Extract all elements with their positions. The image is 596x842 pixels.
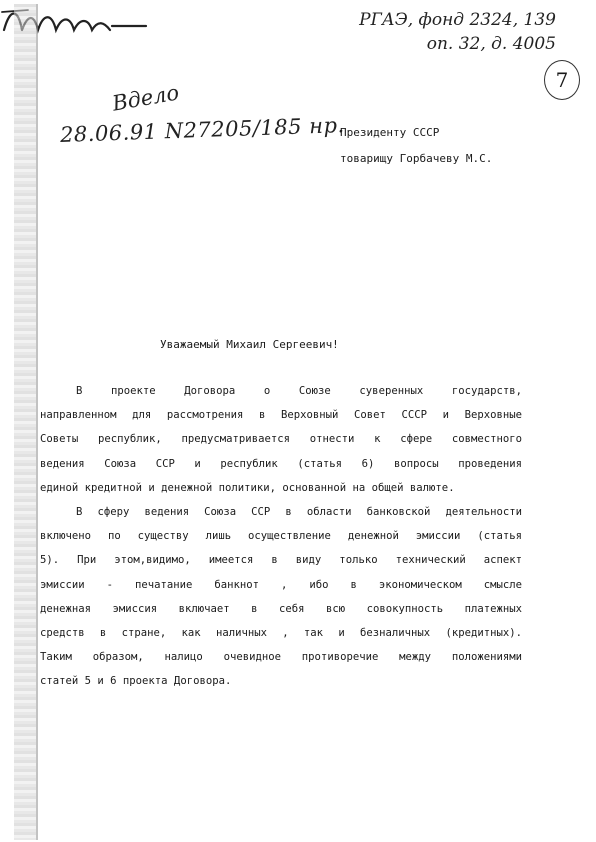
body-line: Таким образом, налицо очевидное противоречие между положениями bbox=[40, 651, 522, 664]
folio-number-circled: 7 bbox=[544, 60, 580, 100]
addressee-line-1: Президенту СССР bbox=[340, 126, 440, 139]
intake-note-title: Вдело bbox=[110, 80, 181, 116]
body-line: В сферу ведения Союза ССР в области банковской деятельности bbox=[76, 506, 522, 519]
addressee-block bbox=[340, 120, 492, 172]
scan-edge-line bbox=[36, 4, 38, 840]
letter-body bbox=[40, 379, 522, 694]
body-line: Советы республик, предусматривается отнести к сфере совместного bbox=[40, 433, 522, 446]
scan-edge-shadow bbox=[14, 4, 36, 840]
archive-ref-line1: РГАЭ, фонд 2324, bbox=[359, 10, 519, 30]
body-line: эмиссии - печатание банкнот , ибо в экономическом смысле bbox=[40, 578, 522, 591]
body-line: статей 5 и 6 проекта Договора. bbox=[40, 675, 232, 688]
body-line: средств в стране, как наличных , так и безналичных (кредитных). bbox=[40, 627, 522, 640]
body-line: 5). При этом,видимо, имеется в виду только технический аспект bbox=[40, 554, 522, 567]
archive-sheet-number: 139 bbox=[523, 10, 556, 30]
body-line: ведения Союза ССР и республик (статья 6) вопросы проведения bbox=[40, 457, 522, 470]
addressee-line-2: товарищу Горбачеву М.С. bbox=[340, 152, 493, 165]
archive-reference bbox=[359, 8, 556, 56]
salutation: Уважаемый Михаил Сергеевич! bbox=[160, 338, 339, 351]
body-line: направленном для рассмотрения в Верховный Совет СССР и Верховные bbox=[40, 409, 522, 422]
intake-registration-number: 28.06.91 N27205/185 нр. bbox=[59, 113, 345, 147]
body-line: денежная эмиссия включает в себя всю совокупность платежных bbox=[40, 602, 522, 615]
body-line: единой кредитной и денежной политики, основанной на общей валюте. bbox=[40, 481, 455, 494]
body-line: В проекте Договора о Союзе суверенных государств, bbox=[76, 385, 522, 397]
body-line: включено по существу лишь осуществление денежной эмиссии (статья bbox=[40, 530, 522, 543]
archive-ref-line2: оп. 32, д. 4005 bbox=[426, 34, 556, 54]
